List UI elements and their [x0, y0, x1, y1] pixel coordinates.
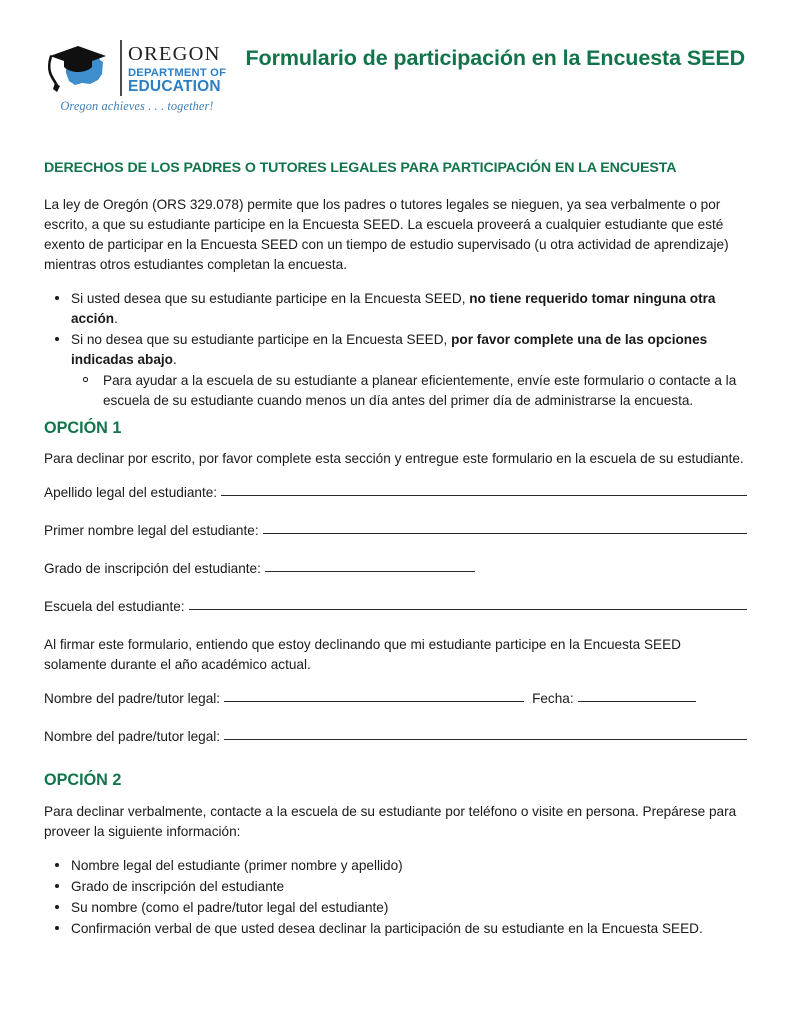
- oregon-department-of-education-logo: [44, 38, 230, 114]
- rights-section-heading: DERECHOS DE LOS PADRES O TUTORES LEGALES PARA PARTICIPACIÓN EN LA ENCUESTA: [44, 160, 677, 176]
- field-row-student-last-name: [44, 483, 747, 503]
- logo-oregon-text: OREGON: [128, 43, 221, 65]
- option-2-heading: OPCIÓN 2: [44, 771, 122, 790]
- bullet-text-bold: no tiene requerido tomar ninguna otra acción: [71, 290, 716, 326]
- logo-top-row: [44, 40, 230, 96]
- field-label: Nombre del padre/tutor legal:: [44, 691, 221, 707]
- option-1-section: [44, 417, 747, 748]
- logo-tagline: Oregon achieves . . . together!: [60, 99, 214, 113]
- option-2-intro: Para declinar verbalmente, contacte a la escuela de su estudiante por teléfono o visite en persona. Prepárese para proveer la siguiente información:: [44, 803, 737, 839]
- list-item: [44, 330, 747, 411]
- student-school-input-rule[interactable]: [189, 609, 747, 610]
- list-item: Su nombre (como el padre/tutor legal del estudiante): [44, 898, 747, 918]
- logo-department-text: DEPARTMENT OF: [128, 66, 227, 79]
- field-label: Nombre del padre/tutor legal:: [44, 729, 221, 745]
- bullet-text-before: Si no desea que su estudiante participe en la Encuesta SEED,: [71, 331, 452, 347]
- graduation-cap-oregon-state-icon: [44, 40, 118, 96]
- document-header: [44, 0, 747, 124]
- list-item: Nombre legal del estudiante (primer nombre y apellido): [44, 856, 747, 876]
- parent-name-2-input-rule[interactable]: [224, 739, 747, 740]
- field-label: Grado de inscripción del estudiante:: [44, 561, 261, 577]
- student-last-name-input-rule[interactable]: [221, 495, 747, 496]
- option-1-heading: OPCIÓN 1: [44, 418, 122, 437]
- rights-bullet-list: [44, 289, 747, 411]
- bullet-text-before: Si usted desea que su estudiante participe en la Encuesta SEED,: [71, 290, 470, 306]
- option-2-bullet-list: [44, 856, 747, 939]
- field-row-student-school: [44, 597, 747, 617]
- list-item: Confirmación verbal de que usted desea declinar la participación de su estudiante en la Encuesta SEED.: [44, 919, 747, 939]
- bullet-text-after: .: [173, 351, 177, 367]
- option-1-attestation: Al firmar este formulario, entiendo que estoy declinando que mi estudiante participe en la Encuesta SEED solamente durante el año académico actual.: [44, 637, 682, 673]
- date-input-rule[interactable]: [578, 701, 696, 702]
- date-label: Fecha:: [532, 691, 574, 707]
- field-row-parent-name-and-date: [44, 689, 747, 709]
- student-grade-input-rule[interactable]: [265, 571, 475, 572]
- field-label: Primer nombre legal del estudiante:: [44, 523, 259, 539]
- field-label: Escuela del estudiante:: [44, 599, 185, 615]
- field-row-parent-name-2: [44, 727, 747, 747]
- option-1-intro: Para declinar por escrito, por favor complete esta sección y entregue este formulario en la escuela de su estudiante.: [44, 451, 744, 467]
- field-label: Apellido legal del estudiante:: [44, 485, 218, 501]
- list-item: Para ayudar a la escuela de su estudiante a planear eficientemente, envíe este formulario o contacte a la escuela de su estudiante cuando menos un día antes del primer día de administrarse la encuesta.: [71, 371, 747, 411]
- logo-wordmark: [120, 40, 226, 96]
- student-first-name-input-rule[interactable]: [263, 533, 747, 534]
- document-body: [44, 124, 747, 939]
- list-item: [44, 289, 747, 329]
- option-2-section: [44, 769, 747, 939]
- rights-sub-bullet-list: [71, 371, 747, 411]
- list-item: Grado de inscripción del estudiante: [44, 877, 747, 897]
- field-row-student-grade: [44, 559, 747, 579]
- logo-education-text: EDUCATION: [128, 78, 221, 96]
- rights-intro-paragraph: La ley de Oregón (ORS 329.078) permite que los padres o tutores legales se nieguen, ya sea verbalmente o por escrito, a que su estudiante participe en la Encuesta SEED. La escuela proveerá a cualquier estudiante que esté exento de participar en la Encuesta SEED con un tiempo de estudio supervisado (u otra actividad de aprendizaje) mientras otros estudiantes completan la encuesta.: [44, 196, 729, 272]
- bullet-text-after: .: [114, 310, 118, 326]
- parent-name-input-rule[interactable]: [224, 701, 524, 702]
- page-title: Formulario de participación en la Encuesta SEED: [245, 46, 745, 70]
- field-row-student-first-name: [44, 521, 747, 541]
- bullet-text-bold: por favor complete una de las opciones indicadas abajo: [71, 331, 708, 367]
